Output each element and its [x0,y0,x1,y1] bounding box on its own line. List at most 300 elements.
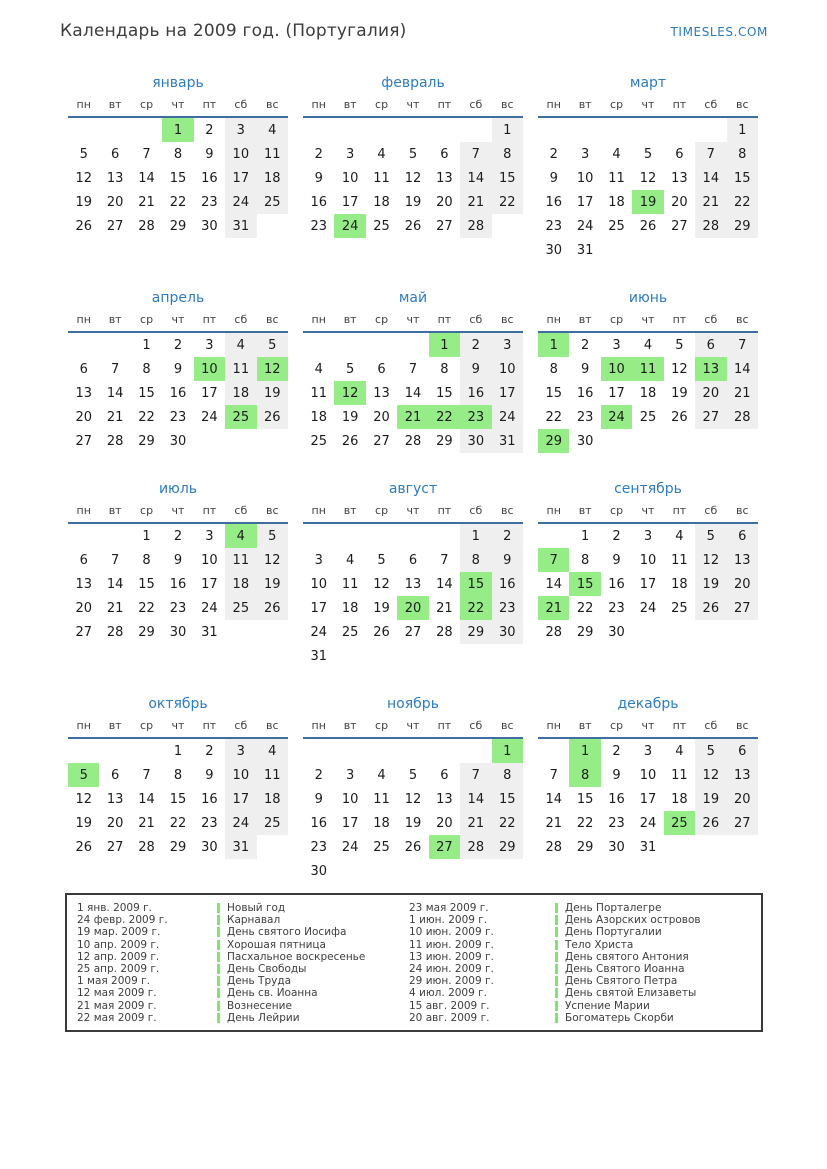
holiday-marker-icon [217,952,220,962]
day-cell: 15 [492,166,523,190]
day-cell: 30 [201,839,218,855]
legend-holiday-name: День Порталегре [565,902,662,915]
day-cell: 20 [727,572,758,596]
day-cell-empty [366,332,397,357]
day-cell: 6 [675,146,684,162]
month-title: июль [158,481,198,497]
weekday-label: чт [632,310,663,332]
weekday-label: ср [366,716,397,738]
weekday-label: вс [727,310,758,332]
day-cell: 16 [576,385,594,401]
day-cell: 6 [408,552,418,568]
legend-date: 13 июн. 2009 г. [409,950,494,963]
day-cell-empty [492,859,523,883]
weekday-label: чт [397,310,428,332]
day-cell: 17 [639,791,657,807]
weekday-label: чт [632,716,663,738]
day-cell: 5 [643,146,653,162]
day-cell: 20 [397,596,428,620]
legend-date: 12 мая 2009 г. [77,987,157,1000]
day-cell: 10 [310,576,327,592]
day-cell: 8 [549,361,558,377]
legend-holiday-name: Успение Марии [565,999,650,1012]
legend-date: 24 июн. 2009 г. [409,963,494,976]
month-december [538,694,758,859]
weekday-label: ср [131,95,162,117]
day-cell: 2 [173,337,183,353]
legend-date: 22 мая 2009 г. [77,1011,157,1024]
day-cell-empty [601,429,632,453]
month-april [68,288,288,453]
day-cell-empty [727,620,758,644]
day-cell: 19 [373,600,390,616]
day-cell-empty [68,332,99,357]
day-cell: 26 [695,811,726,835]
weekday-label: пн [303,501,334,523]
day-cell-empty [664,835,695,859]
day-cell: 18 [257,787,288,811]
day-cell: 14 [545,791,562,807]
weekday-label: вс [257,501,288,523]
day-cell: 8 [492,142,523,166]
day-cell: 19 [404,194,422,210]
day-cell: 12 [75,170,92,186]
weekday-label: сб [460,310,491,332]
legend-entry [217,939,409,951]
legend-entry [217,902,409,914]
day-cell: 11 [257,142,288,166]
day-cell: 7 [695,142,726,166]
weekday-label: ср [601,310,632,332]
month-march [538,73,758,262]
legend-entry [217,987,409,999]
weekday-label: пн [538,501,569,523]
day-cell-empty [257,429,288,453]
day-cell: 4 [377,146,386,162]
day-cell-empty [303,523,334,548]
day-cell: 11 [373,170,390,186]
day-cell: 14 [138,170,155,186]
day-cell: 14 [106,576,124,592]
calendar-grid [68,73,758,883]
weekday-header-row [68,310,288,332]
legend-entry [217,975,409,987]
legend-holiday-name: День Труда [227,975,292,988]
day-cell: 18 [671,576,688,592]
day-cell: 8 [142,552,151,568]
legend-holiday-name: День святой Елизаветы [565,987,697,1000]
day-cell: 10 [201,552,218,568]
day-cell: 14 [460,787,491,811]
day-cell: 17 [576,194,594,210]
day-cell: 5 [257,332,288,357]
weekday-label: вт [99,501,130,523]
month-title: июнь [628,290,668,306]
day-cell: 15 [169,791,187,807]
day-cell: 18 [639,385,657,401]
weekday-label: сб [695,310,726,332]
day-cell: 11 [671,767,688,783]
day-cell: 11 [310,385,327,401]
day-cell: 19 [404,815,422,831]
day-cell: 25 [664,811,695,835]
legend-date: 1 мая 2009 г. [77,975,150,988]
weekday-label: пт [194,716,225,738]
day-cell: 2 [549,146,558,162]
holiday-marker-icon [555,927,558,937]
holiday-marker-icon [555,952,558,962]
day-cell: 6 [79,552,88,568]
day-cell: 24 [201,600,218,616]
day-cell: 29 [138,433,155,449]
day-cell: 18 [310,409,327,425]
month-table [303,95,523,238]
day-cell: 23 [169,409,187,425]
day-cell: 12 [257,548,288,572]
weekday-label: чт [397,501,428,523]
weekday-label: чт [162,95,193,117]
day-cell: 2 [205,122,214,138]
legend-date: 1 июн. 2009 г. [409,914,488,927]
day-cell-empty [334,332,365,357]
day-cell: 3 [345,146,355,162]
day-cell: 1 [492,738,523,763]
day-cell: 26 [257,405,288,429]
day-cell: 28 [138,218,155,234]
day-cell: 3 [345,767,355,783]
month-title: февраль [381,75,445,91]
day-cell: 19 [341,409,359,425]
day-cell: 23 [201,815,218,831]
day-cell: 16 [201,170,218,186]
day-cell: 13 [404,576,422,592]
day-cell: 23 [201,194,218,210]
weekday-label: вс [492,310,523,332]
day-cell: 11 [632,357,663,381]
day-cell: 13 [436,170,453,186]
brand-link[interactable]: TIMESLES.COM [670,25,768,39]
day-cell: 11 [225,357,256,381]
legend-holiday-name: Пасхальное воскресенье [227,950,366,963]
day-cell: 9 [580,361,590,377]
weekday-label: пн [303,310,334,332]
month-may [303,288,523,453]
day-cell: 7 [142,767,151,783]
day-cell: 26 [373,624,390,640]
day-cell: 10 [601,357,632,381]
day-cell: 17 [608,385,625,401]
day-cell: 13 [436,791,453,807]
month-august [303,479,523,668]
weekday-label: ср [131,501,162,523]
day-cell: 6 [727,738,758,763]
weekday-label: пт [429,95,460,117]
day-cell-empty [334,859,365,883]
weekday-label: вс [257,95,288,117]
legend-entry [217,1012,409,1024]
day-cell: 6 [377,361,386,377]
legend-entry [555,975,761,987]
day-cell-empty [225,429,256,453]
day-cell: 12 [75,791,92,807]
legend-entry [217,963,409,975]
day-cell: 31 [492,429,523,453]
day-cell: 24 [639,600,657,616]
day-cell: 6 [440,767,449,783]
day-cell: 17 [201,576,218,592]
weekday-label: пн [68,716,99,738]
legend-holiday-name: Новый год [227,902,286,915]
weekday-label: ср [601,716,632,738]
day-cell-empty [632,117,663,142]
day-cell: 10 [639,767,657,783]
day-cell: 16 [608,791,625,807]
day-cell: 29 [460,620,491,644]
day-cell: 10 [341,791,359,807]
day-cell: 16 [545,194,562,210]
weekday-label: пн [303,716,334,738]
day-cell: 5 [408,767,418,783]
day-cell: 26 [341,433,359,449]
day-cell: 3 [225,117,256,142]
day-cell: 22 [460,596,491,620]
day-cell: 13 [106,791,124,807]
day-cell: 20 [436,815,453,831]
day-cell: 22 [492,811,523,835]
day-cell-empty [68,523,99,548]
day-cell: 19 [257,572,288,596]
day-cell: 22 [492,190,523,214]
day-cell-empty [257,835,288,859]
day-cell: 4 [314,361,323,377]
month-table [68,95,288,238]
day-cell: 20 [727,787,758,811]
day-cell: 19 [75,194,92,210]
day-cell: 2 [612,528,621,544]
day-cell: 7 [408,361,418,377]
legend-date: 23 мая 2009 г. [409,902,489,915]
day-cell: 14 [727,357,758,381]
legend-entry [555,902,761,914]
day-cell: 9 [205,146,214,162]
legend-holiday-name: День святого Антония [565,950,689,963]
day-cell: 25 [373,839,390,855]
weekday-label: пт [429,716,460,738]
month-table [538,310,758,453]
day-cell: 14 [545,576,562,592]
day-cell: 8 [580,552,590,568]
day-cell: 1 [538,332,569,357]
day-cell: 14 [436,576,453,592]
day-cell-empty [632,620,663,644]
day-cell: 29 [436,433,453,449]
day-cell: 3 [205,337,214,353]
legend-entry [555,951,761,963]
day-cell-empty [429,859,460,883]
month-title: октябрь [148,696,208,712]
day-cell: 28 [436,624,453,640]
day-cell: 23 [545,218,562,234]
day-cell: 27 [429,835,460,859]
page-title: Календарь на 2009 год. (Португалия) [60,21,407,41]
weekday-label: вс [492,95,523,117]
day-cell: 1 [580,528,590,544]
weekday-header-row [538,716,758,738]
day-cell: 30 [576,433,594,449]
day-cell: 20 [373,409,390,425]
day-cell: 6 [110,146,120,162]
day-cell: 13 [671,170,688,186]
day-cell: 14 [460,166,491,190]
day-cell: 13 [727,548,758,572]
day-cell: 1 [173,743,183,759]
day-cell: 15 [436,385,453,401]
day-cell: 25 [671,600,688,616]
day-cell: 12 [373,576,390,592]
day-cell-empty [366,644,397,668]
day-cell: 2 [580,337,590,353]
weekday-label: пн [68,310,99,332]
holiday-marker-icon [217,940,220,950]
day-cell: 5 [695,738,726,763]
day-cell: 25 [225,405,256,429]
day-cell: 18 [341,600,359,616]
month-table [538,501,758,644]
day-cell: 23 [576,409,594,425]
holiday-marker-icon [217,927,220,937]
day-cell: 3 [492,332,523,357]
day-cell: 28 [460,214,491,238]
weekday-label: пт [664,716,695,738]
day-cell: 6 [79,361,88,377]
weekday-label: вс [257,310,288,332]
month-july [68,479,288,644]
month-table [303,716,523,883]
weekday-label: вс [727,716,758,738]
month-title: май [398,290,428,306]
holiday-marker-icon [217,1001,220,1011]
day-cell: 7 [460,763,491,787]
legend-date: 25 апр. 2009 г. [77,963,160,976]
day-cell: 13 [75,385,92,401]
month-table [538,95,758,262]
weekday-label: сб [460,501,491,523]
day-cell-empty [538,738,569,763]
day-cell: 27 [727,811,758,835]
day-cell: 26 [75,839,92,855]
day-cell: 22 [138,409,155,425]
day-cell: 12 [639,170,657,186]
legend-date: 10 июн. 2009 г. [409,926,494,939]
month-november [303,694,523,883]
day-cell: 10 [492,357,523,381]
day-cell-empty [727,835,758,859]
day-cell: 21 [106,409,124,425]
day-cell: 11 [257,763,288,787]
weekday-label: сб [695,716,726,738]
legend-holiday-name: Карнавал [227,914,281,927]
day-cell: 31 [310,648,327,664]
day-cell: 19 [671,385,688,401]
day-cell: 5 [377,552,386,568]
day-cell: 4 [345,552,355,568]
day-cell: 3 [612,337,621,353]
holiday-marker-icon [555,1013,558,1023]
weekday-label: пт [194,95,225,117]
holiday-marker-icon [217,1013,220,1023]
weekday-label: вт [334,501,365,523]
day-cell-empty [492,644,523,668]
weekday-label: пн [68,95,99,117]
day-cell: 14 [404,385,422,401]
weekday-header-row [538,95,758,117]
day-cell: 25 [225,596,256,620]
legend-date: 10 апр. 2009 г. [77,938,160,951]
day-cell: 18 [225,572,256,596]
weekday-label: пт [664,95,695,117]
day-cell: 5 [408,146,418,162]
day-cell-empty [695,117,726,142]
day-cell: 15 [492,787,523,811]
day-cell: 11 [341,576,359,592]
legend-date: 20 авг. 2009 г. [409,1011,490,1024]
weekday-label: чт [397,716,428,738]
day-cell: 4 [675,528,684,544]
weekday-label: пт [194,501,225,523]
weekday-header-row [538,501,758,523]
day-cell: 30 [169,433,187,449]
month-title: август [388,481,438,497]
weekday-label: вт [99,310,130,332]
weekday-label: вт [569,501,600,523]
day-cell-empty [695,429,726,453]
day-cell: 29 [727,214,758,238]
day-cell: 16 [608,576,625,592]
weekday-label: пт [664,310,695,332]
weekday-label: вт [569,716,600,738]
day-cell-empty [695,620,726,644]
day-cell: 20 [75,600,92,616]
holiday-marker-icon [555,903,558,913]
legend-date: 24 февр. 2009 г. [77,914,168,927]
day-cell: 25 [608,218,625,234]
weekday-label: сб [695,501,726,523]
day-cell: 25 [257,811,288,835]
day-cell-empty [429,523,460,548]
day-cell: 28 [545,624,562,640]
day-cell: 29 [538,429,569,453]
day-cell: 5 [675,337,684,353]
day-cell: 8 [727,142,758,166]
day-cell: 1 [142,528,151,544]
day-cell: 25 [341,624,359,640]
day-cell: 23 [608,600,625,616]
day-cell: 13 [106,170,124,186]
legend-grid [77,902,761,1024]
day-cell: 23 [460,405,491,429]
day-cell: 8 [173,767,183,783]
day-cell: 31 [576,242,594,258]
day-cell: 9 [460,357,491,381]
day-cell: 23 [608,815,625,831]
day-cell: 18 [373,815,390,831]
day-cell: 6 [695,332,726,357]
weekday-header-row [68,716,288,738]
day-cell: 27 [106,839,124,855]
day-cell: 20 [75,409,92,425]
day-cell: 5 [257,523,288,548]
weekday-label: чт [397,95,428,117]
